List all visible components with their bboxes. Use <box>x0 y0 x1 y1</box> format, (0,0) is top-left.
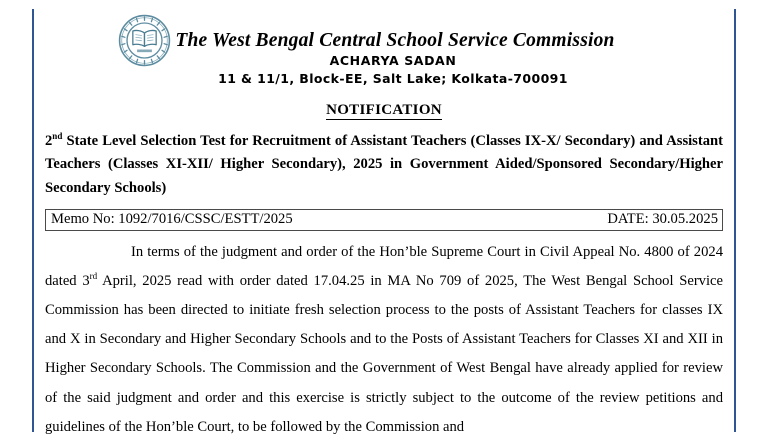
notification-subject <box>36 130 732 199</box>
page-border-right <box>734 9 736 432</box>
body-text-part-1: In terms of the judgment and order of the Hon’ble Supreme Court in Civil Appeal No. 4800 of 2024 dated 3 <box>45 243 723 289</box>
body-ordinal-suffix: rd <box>89 270 98 281</box>
memo-bar <box>45 209 723 231</box>
body-text-part-2: April, 2025 read with order dated 17.04.25 in MA No 709 of 2025, The West Bengal School Service Commission has been directed to initiate fresh selection process to the posts of Assistant Teachers for classes IX and X in Secondary and Higher Secondary Schools and to the Posts of Assistant Teachers for Classes XI and XII in Higher Secondary Schools. The Commission and the Government of West Bengal have already applied for review of the said judgment and order and this exercise is strictly subject to the outcome of the review petitions and guidelines of the Hon’ble Court, to be followed by the Commission and <box>45 272 723 435</box>
subject-body-text: State Level Selection Test for Recruitment of Assistant Teachers (Classes IX-X/ Secondary) and Assistant Teachers (Classes XI-XII/ Higher Secondary), 2025 in Government Aided/Sponsored Secondary/Higher Secondary Schools) <box>45 133 723 196</box>
office-address: 11 & 11/1, Block-EE, Salt Lake; Kolkata-700091 <box>218 71 568 87</box>
open-book-glyph <box>133 30 156 46</box>
memo-date: DATE: 30.05.2025 <box>607 211 718 228</box>
letterhead <box>36 0 732 88</box>
page-border-left <box>32 9 34 432</box>
notification-heading <box>36 102 732 119</box>
memo-number: Memo No: 1092/7016/CSSC/ESTT/2025 <box>51 211 293 228</box>
subject-ordinal-suffix: nd <box>52 131 63 142</box>
subject-ordinal-number: 2 <box>45 133 53 150</box>
wbcssc-seal-icon <box>118 14 171 67</box>
document-page <box>36 0 732 435</box>
organization-name: The West Bengal Central School Service Commission <box>175 30 615 51</box>
notification-heading-text: NOTIFICATION <box>326 102 442 119</box>
building-name: ACHARYA SADAN <box>329 53 457 69</box>
body-paragraph-1 <box>45 238 723 442</box>
